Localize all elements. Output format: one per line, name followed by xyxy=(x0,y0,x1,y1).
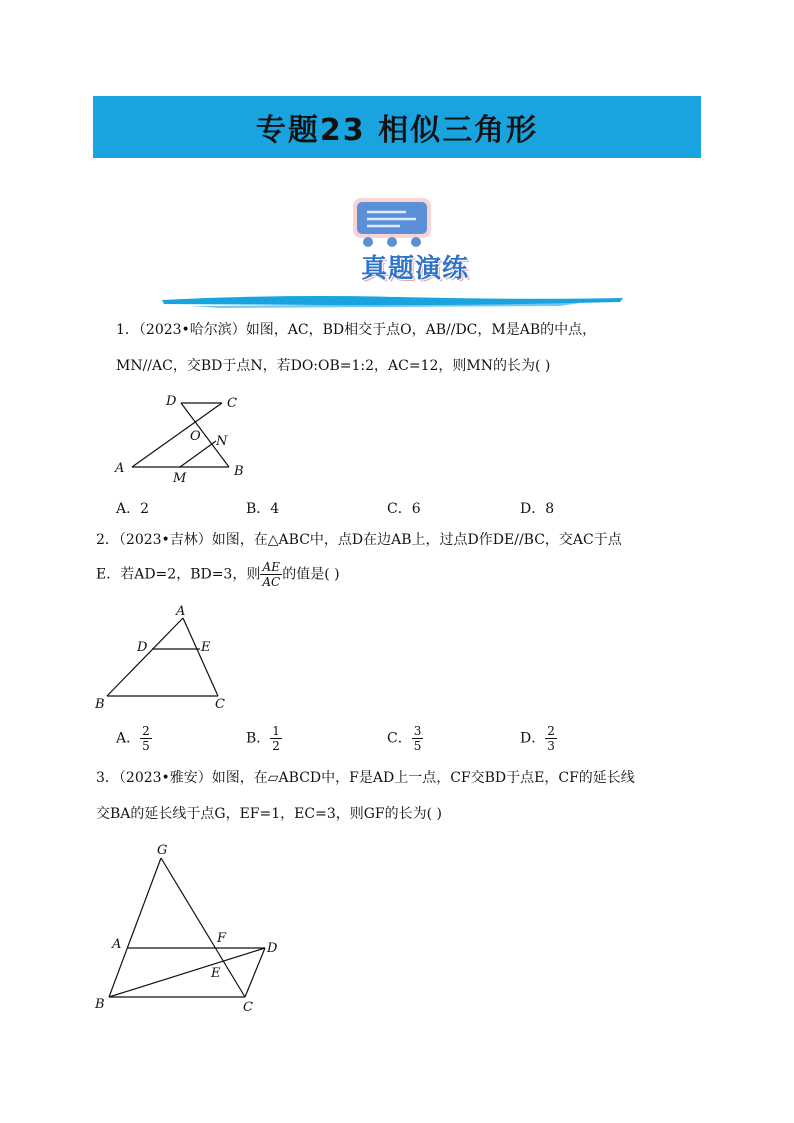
brush-stroke-divider xyxy=(160,292,625,310)
question-3-line2: 交BA的延长线于点G，EF=1，EC=3，则GF的长为( ) xyxy=(96,806,442,822)
q1-label-d: D xyxy=(166,394,177,409)
q1-label-n: N xyxy=(216,434,228,449)
question-2-figure xyxy=(90,600,240,715)
q1-label-c: C xyxy=(227,396,237,411)
q2-fraction: $\frac{AE}{AC}$ xyxy=(262,560,281,589)
q1-option-a[interactable]: A．2 xyxy=(116,501,150,517)
q3-label-g: G xyxy=(157,843,168,858)
q2-label-a: A xyxy=(176,604,186,619)
question-2-line2: E．若AD=2，BD=3，则 $\frac{AE}{AC}$ 的值是( ) xyxy=(96,560,340,589)
q3-label-c: C xyxy=(243,1000,253,1015)
q2-label-c: C xyxy=(215,697,225,712)
q1-label-a: A xyxy=(115,461,125,476)
q1-option-c[interactable]: C．6 xyxy=(387,501,421,517)
title-banner xyxy=(93,96,701,158)
q1-label-o: O xyxy=(190,429,201,444)
q2-option-c[interactable]: C． $\frac{3}{5}$ xyxy=(387,724,422,753)
question-1-line1: 1．（2023•哈尔滨）如图，AC，BD相交于点O，AB//DC，M是AB的中点， xyxy=(116,322,597,338)
section-title: 真题演练 xyxy=(360,254,469,284)
q2-label-e: E xyxy=(201,640,211,655)
question-3-line1: 3．（2023•雅安）如图，在▱ABCD中，F是AD上一点，CF交BD于点E，CF的延长线 xyxy=(96,770,635,786)
q2-label-b: B xyxy=(95,697,105,712)
q3-label-b: B xyxy=(95,997,105,1012)
q2-option-d[interactable]: D． $\frac{2}{3}$ xyxy=(520,724,555,753)
q1-label-m: M xyxy=(173,471,187,485)
question-3-figure xyxy=(90,838,290,1018)
q3-label-d: D xyxy=(267,941,278,956)
q3-label-e: E xyxy=(211,966,221,981)
question-2-line1: 2．（2023•吉林）如图，在△ABC中，点D在边AB上，过点D作DE//BC，交AC于点 xyxy=(96,532,622,548)
q1-option-b[interactable]: B．4 xyxy=(246,501,280,517)
q3-label-f: F xyxy=(217,931,227,946)
q1-option-d[interactable]: D．8 xyxy=(520,501,555,517)
question-1-text xyxy=(116,320,596,340)
q2-option-a[interactable]: A． $\frac{2}{5}$ xyxy=(116,724,150,753)
q3-label-a: A xyxy=(112,937,122,952)
page-title: 专题23 相似三角形 xyxy=(255,113,539,148)
q2-label-d: D xyxy=(137,640,148,655)
q2-option-b[interactable]: B． $\frac{1}{2}$ xyxy=(246,724,280,753)
question-1-figure xyxy=(110,390,260,485)
q1-label-b: B xyxy=(234,464,244,479)
question-1-line2: MN//AC，交BD于点N，若DO:OB=1:2，AC=12，则MN的长为( ) xyxy=(116,358,551,374)
